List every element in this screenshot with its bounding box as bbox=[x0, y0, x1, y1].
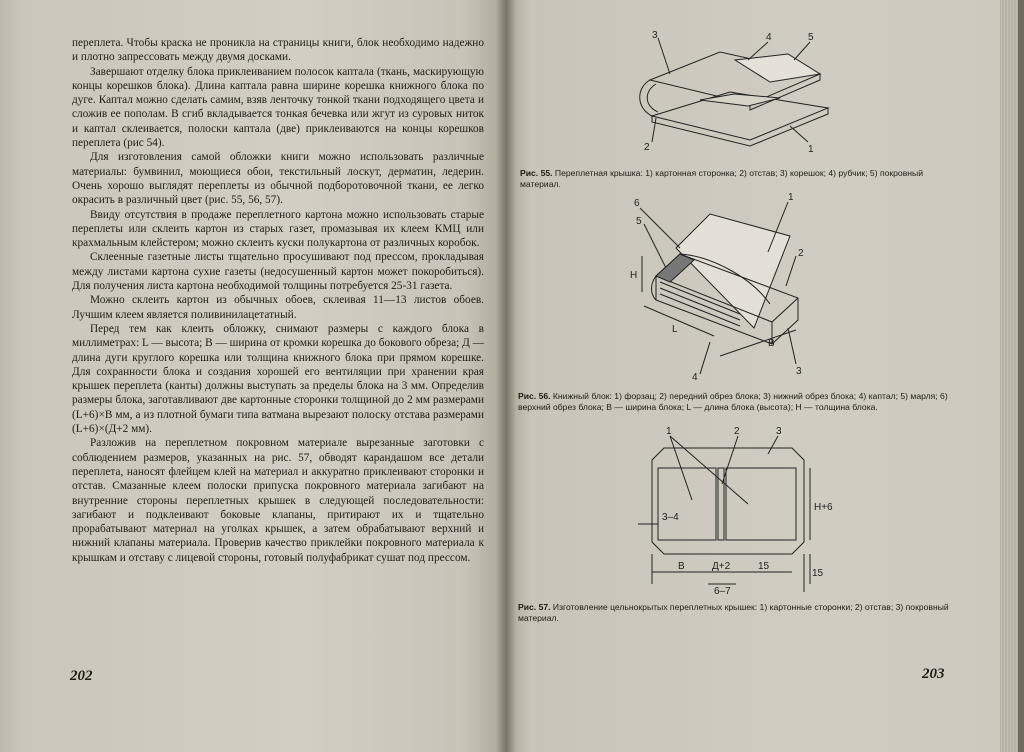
fig56-label: 6 bbox=[634, 198, 640, 209]
book-gutter bbox=[496, 0, 516, 752]
left-page bbox=[0, 0, 506, 752]
covering-material bbox=[735, 54, 820, 82]
fig56-label: 2 bbox=[798, 248, 804, 259]
dimension-l bbox=[644, 306, 714, 336]
caption-number: Рис. 55. bbox=[520, 168, 553, 178]
leader-line bbox=[794, 42, 810, 60]
leader-line bbox=[790, 126, 808, 142]
fig56-label: 4 bbox=[692, 372, 698, 383]
page-number-left: 202 bbox=[70, 668, 93, 684]
covering-material-outline bbox=[652, 448, 804, 554]
figure-57-case-layout-diagram bbox=[628, 424, 833, 599]
leader-line bbox=[700, 342, 710, 374]
figure-55-cover-diagram bbox=[630, 30, 850, 160]
fig56-label: В bbox=[768, 338, 775, 349]
fig57-label: Н+6 bbox=[814, 502, 833, 513]
fig55-label: 2 bbox=[644, 142, 650, 153]
fig55-label: 5 bbox=[808, 32, 814, 43]
fig57-label: 15 bbox=[812, 568, 824, 579]
caption-text: Книжный блок: 1) форзац; 2) передний обрез блока; 3) нижний обрез блока; 4) каптал; 5) марля; 6) верхний обрез блока; В — ширина блока; L — длина блока (высота); Н — толщина блока. bbox=[518, 391, 948, 412]
caption-text: Изготовление цельнокрытых переплетных крышек: 1) картонные сторонки; 2) отстав; 3) покровный материал. bbox=[518, 602, 949, 623]
cover-edge bbox=[1018, 0, 1024, 752]
headband bbox=[656, 254, 694, 282]
fig57-label: 3–4 bbox=[662, 512, 679, 523]
paragraph: Можно склеить картон из обычных обоев, склеивая 11—13 листов обоев. Лучшим клеем является поливинилацетатный. bbox=[72, 294, 484, 321]
leader-line bbox=[786, 256, 796, 286]
paragraph: Ввиду отсутствия в продаже переплетного картона можно использовать старые переплеты или склеить картон из старых газет, промазывая их клеем КМЦ или крахмальным клейстером; можно склеить куски полукартона от различных коробок. bbox=[72, 208, 484, 250]
paragraph: Склеенные газетные листы тщательно просушивают под прессом, прокладывая между листами картона сухие газеты (недосушенный картон может покоробиться). Для получения листа картона необходимой толщины потребуется 25-31 газета. bbox=[72, 251, 484, 293]
figure-55-caption bbox=[520, 168, 940, 190]
leader-line bbox=[788, 328, 796, 364]
leader-line bbox=[652, 118, 656, 142]
leader-line bbox=[768, 436, 778, 454]
fig56-label: 5 bbox=[636, 216, 642, 227]
spine-curve bbox=[640, 80, 652, 116]
spine-curve bbox=[652, 276, 657, 300]
fig57-label: В bbox=[678, 561, 685, 572]
figure-56-caption bbox=[518, 391, 978, 413]
fig55-label: 1 bbox=[808, 144, 814, 155]
fig56-label: L bbox=[672, 324, 678, 335]
left-page-text bbox=[72, 36, 484, 565]
spine-inner bbox=[647, 84, 658, 112]
fig57-label: 1 bbox=[666, 426, 672, 437]
paragraph: Для изготовления самой обложки книги можно использовать различные материалы: бумвинил, моющиеся обои, текстильный лоскут, дерматин, ледерин. Очень хорошо выглядят переплеты из обычной подборотовочной ткани, ее легко окрасить в различный цвет (рис. 55, 56, 57). bbox=[72, 151, 484, 207]
leader-line bbox=[722, 436, 738, 484]
fig57-label: 2 bbox=[734, 426, 740, 437]
figure-56-book-block-diagram bbox=[620, 192, 820, 383]
paragraph: переплета. Чтобы краска не проникла на страницы книги, блок необходимо надежно и плотно запрессовать между двумя досками. bbox=[72, 37, 484, 64]
caption-number: Рис. 57. bbox=[518, 602, 551, 612]
leader-line bbox=[658, 38, 670, 74]
fig56-label: 3 bbox=[796, 366, 802, 377]
fig57-label: 15 bbox=[758, 561, 770, 572]
figure-57-caption bbox=[518, 602, 958, 624]
paragraph: Перед тем как клеить обложку, снимают размеры с каждого блока в миллиметрах: L — высота; В — ширина от кромки корешка до бокового обреза; Д — длина дуги круглого корешка или толщина книжного блока при прямом корешке. Для сохранности блока и создания хорошей его вентиляции при хранении края крышек переплета (канты) должны выступать за пределы блока на 3 мм. Определив размеры блока, заготавливают две картонные сторонки толщиной до 2 мм размерами (L+6)×В мм, а из плотной бумаги типа ватмана вырезают полоску отстава размерами (L+6)×(Д+2 мм). bbox=[72, 322, 484, 436]
fig56-label: Н bbox=[630, 270, 638, 281]
fig57-label: 3 bbox=[776, 426, 782, 437]
fig57-label: 6–7 bbox=[714, 586, 731, 597]
fig55-label: 3 bbox=[652, 30, 658, 41]
fig55-label: 4 bbox=[766, 32, 772, 43]
caption-text: Переплетная крышка: 1) картонная сторонка; 2) отстав; 3) корешок; 4) рубчик; 5) покровный материал. bbox=[520, 168, 923, 189]
paragraph: Разложив на переплетном покровном материале вырезанные заготовки с соблюдением размеров, указанных на рис. 57, обводят карандашом все детали переплета, наносят флейцем клей на материал и аккуратно приклеивают сторонки и отстав. Смазанные клеем полоски припуска покровного материала загибают на внутренние стороны переплетных крышек в следующей последовательности: загибают и подклеивают боковые клапаны, притирают их и тщательно прорабатывают материал на уголках крышек, а затем обрабатывают верхний и нижний клапаны материала. Проверив качество приклейки покровного материала к крышкам и отставу с лицевой стороны, готовый полуфабрикат сушат под прессом. bbox=[72, 437, 484, 564]
dimension-b bbox=[720, 330, 796, 356]
page-number-right: 203 bbox=[922, 666, 945, 682]
fig57-label: Д+2 bbox=[712, 561, 731, 572]
caption-number: Рис. 56. bbox=[518, 391, 551, 401]
paragraph: Завершают отделку блока приклеиванием полосок каптала (ткань, маскирующую концы корешков блока). Длина каптала равна ширине корешка книжного блока по дуге. Каптал можно сделать самим, взяв ленточку тонкой ткани подходящего цвета и сложив ее пополам. В сгиб вкладывается тонкая бечевка или жгут из суровых ниток и каптал склеивается, полоски каптала (две) приклеиваются на концы корешков переплета (рис 54). bbox=[72, 65, 484, 150]
left-board bbox=[658, 468, 716, 540]
right-board bbox=[726, 468, 796, 540]
fig56-label: 1 bbox=[788, 192, 794, 203]
cover-board-bottom-edge bbox=[652, 108, 828, 146]
